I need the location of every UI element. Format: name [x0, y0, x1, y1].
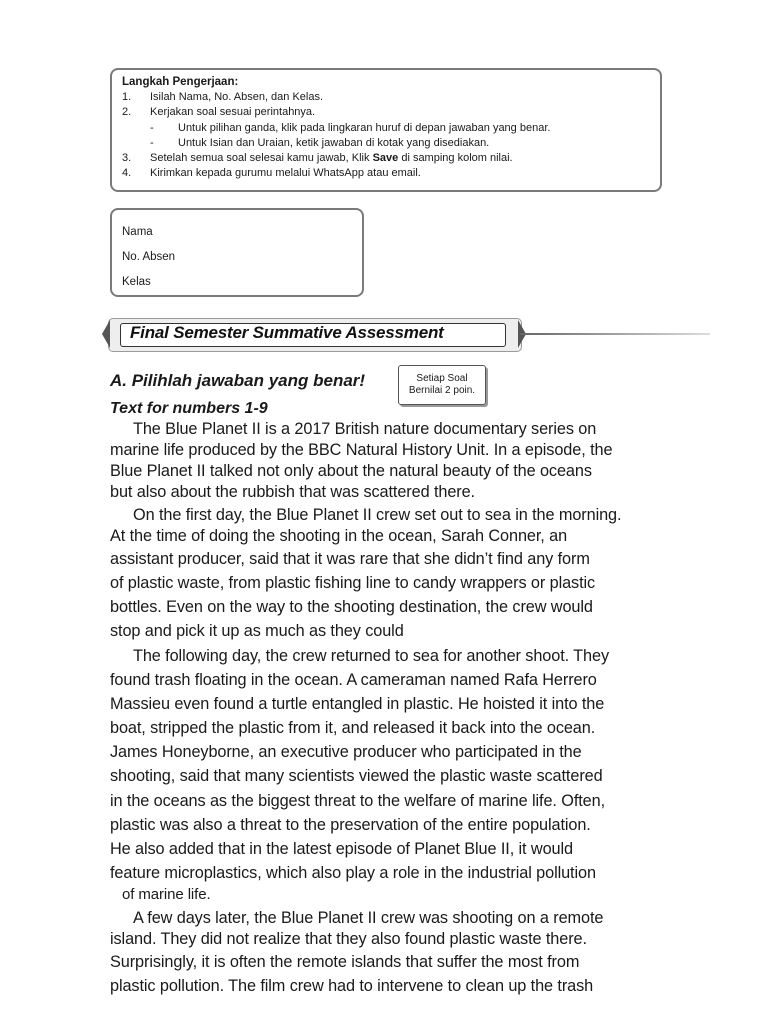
passage-line: feature microplastics, which also play a role in the industrial pollution: [110, 864, 596, 882]
instruction-substep: [122, 136, 650, 151]
instruction-substep: [122, 121, 650, 136]
passage-line: James Honeyborne, an executive producer who participated in the: [110, 743, 582, 761]
passage-line: plastic pollution. The film crew had to intervene to clean up the trash: [110, 977, 594, 995]
step-bullet: -: [150, 136, 154, 149]
student-identity-box: [110, 208, 364, 297]
banner-rule: [520, 333, 710, 335]
passage-line: bottles. Even on the way to the shooting destination, the crew would: [110, 598, 593, 616]
step-text: [150, 151, 513, 166]
name-field-label[interactable]: Nama: [122, 226, 153, 238]
step-number: 4.: [122, 167, 132, 180]
passage-line: marine life produced by the BBC Natural History Unit. In a episode, the: [110, 441, 613, 459]
passage-line: At the time of doing the shooting in the ocean, Sarah Conner, an: [110, 527, 568, 545]
passage-line: but also about the rubbish that was scattered there.: [110, 483, 475, 501]
banner-title: Final Semester Summative Assessment: [130, 323, 444, 342]
passage-line: Blue Planet II talked not only about the natural beauty of the oceans: [110, 462, 592, 480]
step-text-after: di samping kolom nilai.: [398, 152, 513, 165]
step-text: Untuk pilihan ganda, klik pada lingkaran huruf di depan jawaban yang benar.: [178, 121, 551, 134]
instructions-title: Langkah Pengerjaan:: [122, 76, 239, 88]
text-heading: Text for numbers 1-9: [110, 400, 268, 417]
passage-line: of marine life.: [122, 886, 211, 903]
step-number: 1.: [122, 91, 132, 103]
instruction-step: [122, 105, 650, 120]
passage-line: Surprisingly, it is often the remote islands that suffer the most from: [110, 953, 580, 971]
step-number: 2.: [122, 106, 132, 119]
passage-line: A few days later, the Blue Planet II crew was shooting on a remote: [133, 909, 604, 927]
instruction-step: [122, 151, 650, 166]
passage-line: boat, stripped the plastic from it, and released it back into the ocean.: [110, 719, 596, 737]
passage-line: of plastic waste, from plastic fishing line to candy wrappers or plastic: [110, 574, 596, 592]
banner-left-cap: [102, 320, 110, 348]
section-heading: A. Pilihlah jawaban yang benar!: [110, 371, 366, 390]
passage-line: The Blue Planet II is a 2017 British nature documentary series on: [133, 420, 597, 438]
passage-line: He also added that in the latest episode of Planet Blue II, it would: [110, 840, 573, 858]
passage-line: stop and pick it up as much as they could: [110, 622, 404, 640]
instructions-box: [110, 68, 662, 192]
score-note-box: [398, 365, 486, 405]
passage-line: found trash floating in the ocean. A cameraman named Rafa Herrero: [110, 671, 597, 689]
score-note-line1: Setiap Soal: [416, 373, 468, 384]
passage-line: assistant producer, said that it was rare that she didn’t find any form: [110, 550, 590, 568]
instruction-step: [122, 90, 650, 105]
step-text: Kerjakan soal sesuai perintahnya.: [150, 106, 316, 119]
passage-line: island. They did not realize that they also found plastic waste there.: [110, 930, 587, 948]
passage-line: shooting, said that many scientists viewed the plastic waste scattered: [110, 767, 603, 785]
passage-line: The following day, the crew returned to sea for another shoot. They: [133, 647, 609, 665]
step-text: Kirimkan kepada gurumu melalui WhatsApp atau email.: [150, 167, 421, 180]
passage-line: Massieu even found a turtle entangled in plastic. He hoisted it into the: [110, 695, 605, 713]
step-text-before: Setelah semua soal selesai kamu jawab, Klik: [150, 152, 373, 165]
save-keyword: Save: [372, 152, 399, 165]
passage-line: in the oceans as the biggest threat to the welfare of marine life. Often,: [110, 792, 605, 810]
instruction-step: [122, 166, 650, 181]
passage-line: On the first day, the Blue Planet II crew set out to sea in the morning.: [133, 506, 622, 524]
step-bullet: -: [150, 121, 154, 134]
step-text: Isilah Nama, No. Absen, dan Kelas.: [150, 91, 324, 103]
step-number: 3.: [122, 152, 132, 165]
class-field-label[interactable]: Kelas: [122, 276, 151, 288]
step-text: Untuk Isian dan Uraian, ketik jawaban di kotak yang disediakan.: [178, 136, 490, 149]
absen-field-label[interactable]: No. Absen: [122, 251, 176, 263]
passage-line: plastic was also a threat to the preservation of the entire population.: [110, 816, 591, 834]
assessment-banner: [108, 318, 608, 352]
score-note-line2: Bernilai 2 poin.: [408, 385, 476, 396]
